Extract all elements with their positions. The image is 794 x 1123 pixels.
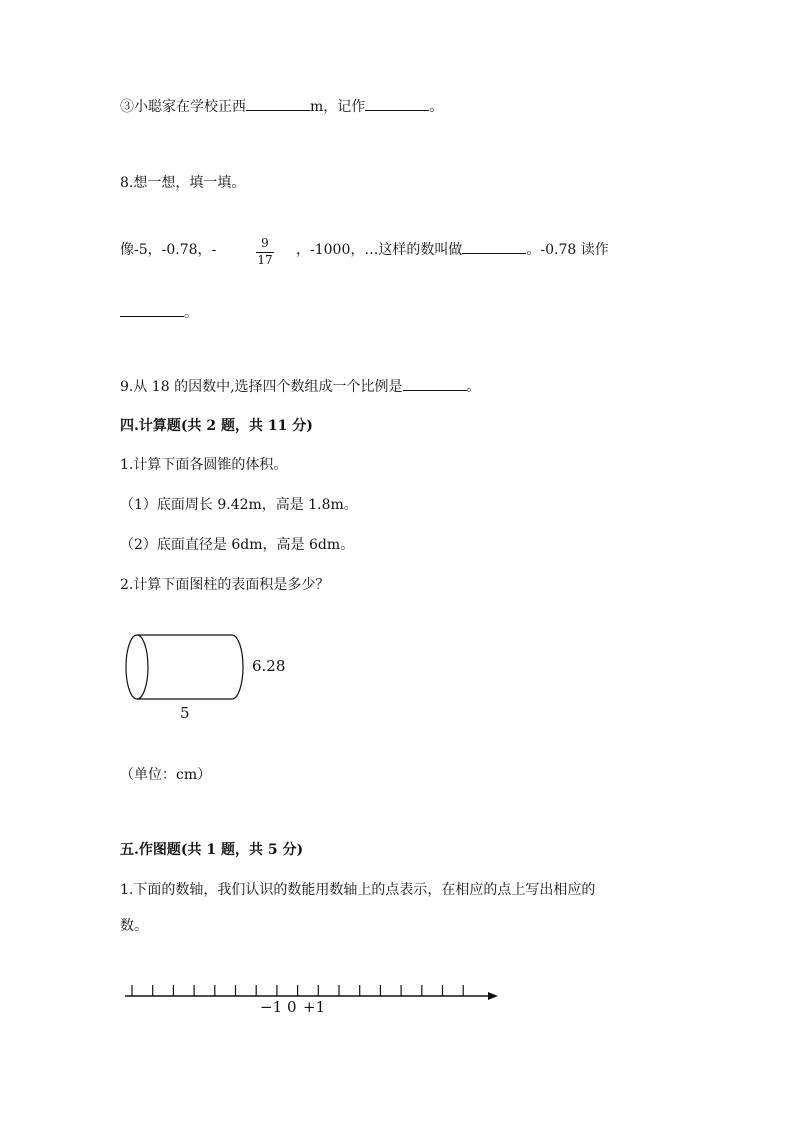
s5-q1-line1: 1.下面的数轴，我们认识的数能用数轴上的点表示，在相应的点上写出相应的 <box>120 882 596 898</box>
fraction <box>255 236 275 267</box>
answer-blank[interactable] <box>246 98 310 111</box>
unit-note: （单位：cm） <box>120 767 212 783</box>
answer-blank[interactable] <box>403 378 467 391</box>
q8-text-b: ，-1000，…这样的数叫做 <box>296 242 463 258</box>
cylinder-right-face <box>232 635 243 699</box>
answer-blank[interactable] <box>462 241 526 254</box>
section4-heading: 四.计算题(共 2 题，共 11 分) <box>120 418 313 434</box>
axis-label-pos1: +1 <box>303 998 326 1016</box>
answer-blank[interactable] <box>120 304 184 317</box>
fraction-numerator: 9 <box>261 236 269 250</box>
cylinder-length-label: 5 <box>180 704 190 722</box>
section5-heading: 五.作图题(共 1 题，共 5 分) <box>120 842 304 858</box>
fraction-denominator: 17 <box>257 253 273 267</box>
q9-text: 9.从 18 的因数中,选择四个数组成一个比例是 <box>120 379 403 395</box>
s5-q1-line2: 数。 <box>120 918 148 934</box>
cylinder-left-face <box>126 635 148 699</box>
q8-text-c: 。-0.78 读作 <box>526 242 609 258</box>
q7-part3 <box>120 98 443 116</box>
axis-label-neg1: −1 <box>260 998 283 1016</box>
cylinder-figure <box>120 632 250 702</box>
q8-line-b <box>296 241 609 259</box>
s4-q1-b: （2）底面直径是 6dm，高是 6dm。 <box>120 537 355 553</box>
q9-line <box>120 378 481 396</box>
q7-unit: m，记作 <box>310 99 366 115</box>
q8-title: 8.想一想，填一填。 <box>120 175 246 191</box>
s4-q2-title: 2.计算下面图柱的表面积是多少？ <box>120 577 330 593</box>
q7-end: 。 <box>429 99 444 115</box>
q9-end: 。 <box>466 379 481 395</box>
q8-line <box>120 241 216 259</box>
s4-q1-title: 1.计算下面各圆锥的体积。 <box>120 457 288 473</box>
cylinder-height-label: 6.28 <box>252 657 286 675</box>
answer-blank[interactable] <box>365 98 429 111</box>
q8-line2 <box>120 304 198 322</box>
q7-text: ③小聪家在学校正西 <box>120 99 246 115</box>
arrow-right-icon <box>488 992 498 1000</box>
axis-label-0: 0 <box>287 998 297 1016</box>
q8-end: 。 <box>184 305 198 321</box>
q8-text-a: 像-5，-0.78，- <box>120 242 217 258</box>
s4-q1-a: （1）底面周长 9.42m，高是 1.8m。 <box>120 497 358 513</box>
